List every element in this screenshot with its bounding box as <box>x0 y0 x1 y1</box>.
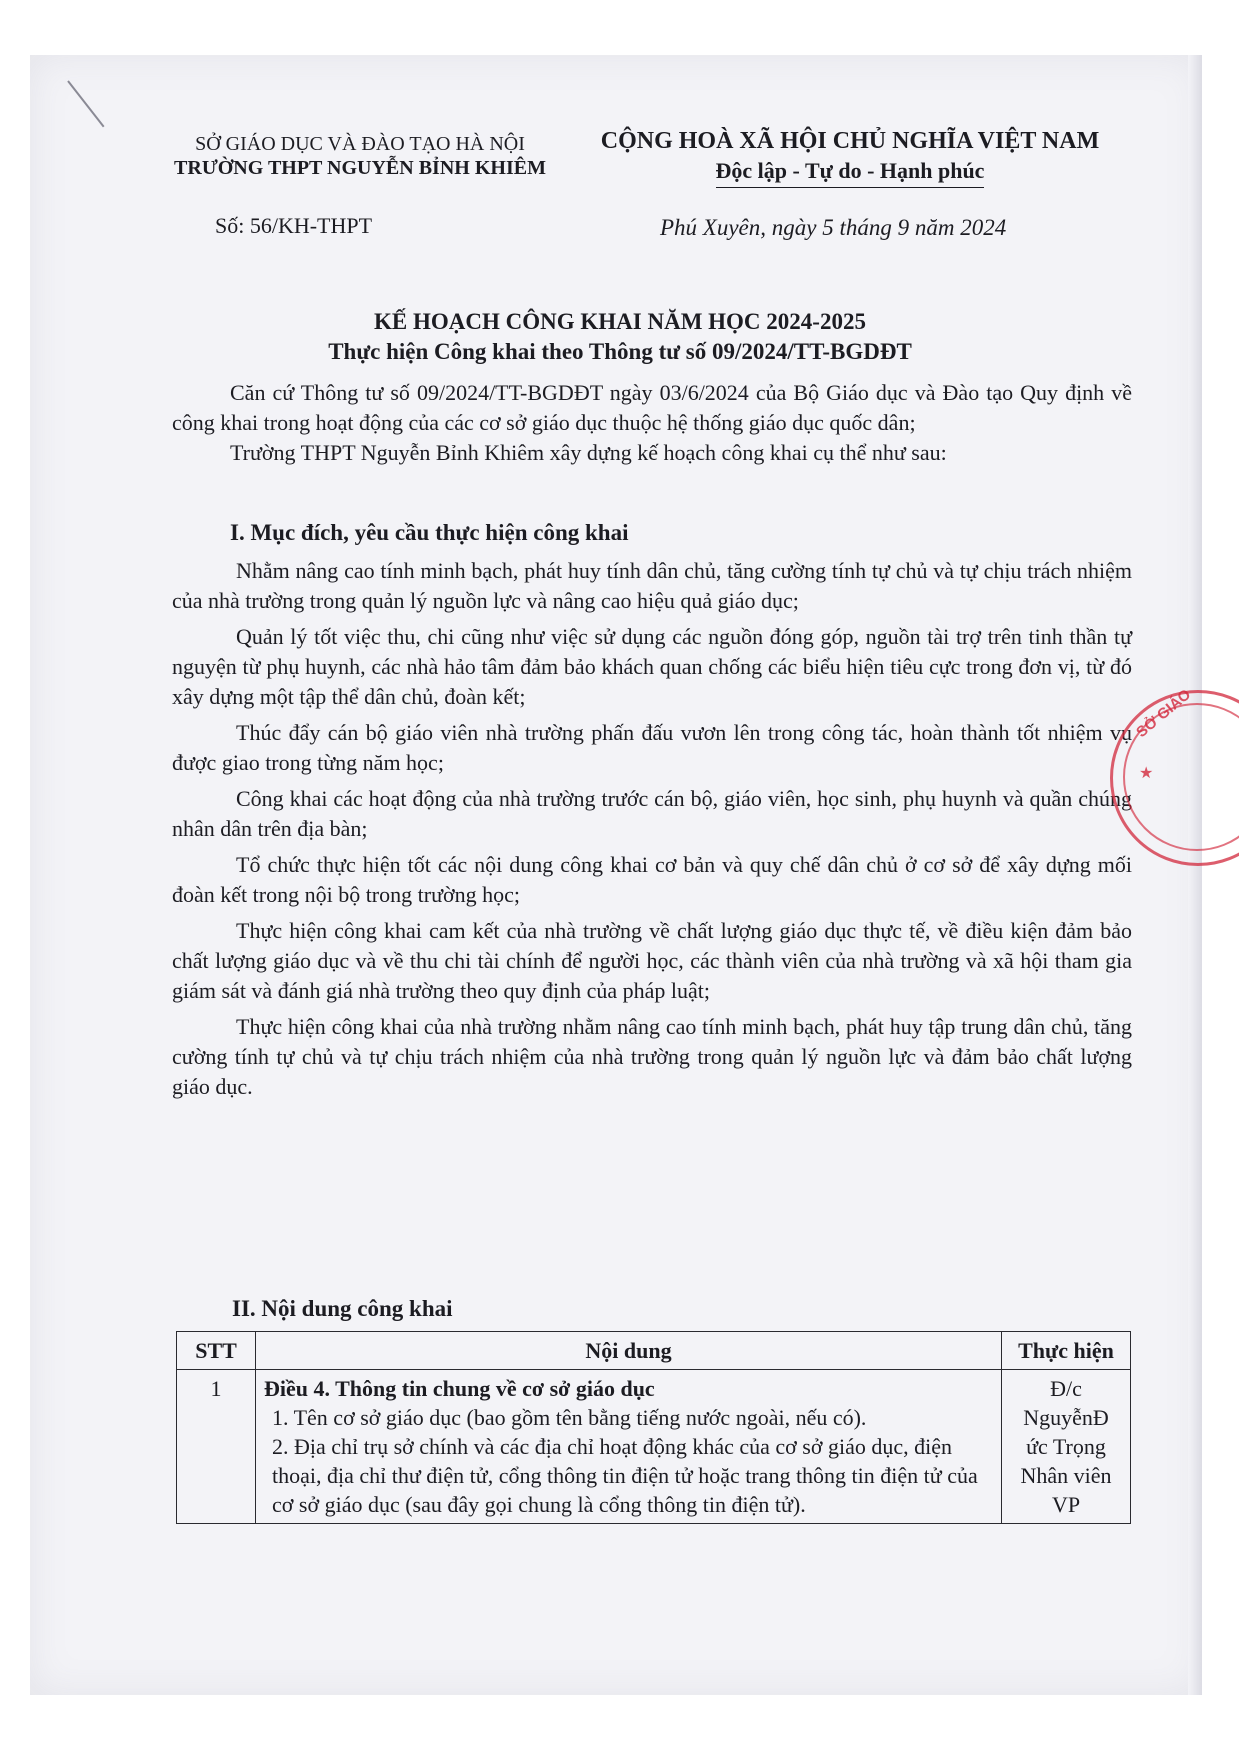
row-stt: 1 <box>177 1370 256 1524</box>
header-implementer: Thực hiện <box>1002 1332 1131 1370</box>
row-item: 1. Tên cơ sở giáo dục (bao gồm tên bằng tiếng nước ngoài, nếu có). <box>272 1405 867 1430</box>
row-article: Điều 4. Thông tin chung về cơ sở giáo dục <box>264 1376 655 1401</box>
document-number: Số: 56/KH-THPT <box>215 213 373 238</box>
nation-motto: Độc lập - Tự do - Hạnh phúc <box>716 157 985 188</box>
section-1 <box>172 518 1132 1102</box>
intro-paragraph: Căn cứ Thông tư số 09/2024/TT-BGDĐT ngày 03/6/2024 của Bộ Giáo dục và Đào tạo Quy định về công khai trong hoạt động của các cơ sở giáo dục thuộc hệ thống giáo dục quốc dân; <box>172 380 1132 435</box>
content-table <box>176 1331 1131 1524</box>
section-2-heading: II. Nội dung công khai <box>232 1296 453 1321</box>
purpose-paragraph: Tổ chức thực hiện tốt các nội dung công khai cơ bản và quy chế dân chủ ở cơ sở để xây dựng mối đoàn kết trong nội bộ trong trường học; <box>172 852 1132 907</box>
row-item: 2. Địa chỉ trụ sở chính và các địa chỉ hoạt động khác của cơ sở giáo dục, điện thoại, địa chỉ thư điện tử, cổng thông tin điện tử hoặc trang thông tin điện tử của cơ sở giáo dục (sau đây gọi chung là cổng thông tin điện tử). <box>272 1434 978 1517</box>
purpose-paragraph: Công khai các hoạt động của nhà trường trước cán bộ, giáo viên, học sinh, phụ huynh và quần chúng nhân dân trên địa bàn; <box>172 786 1132 841</box>
section-1-heading: I. Mục đích, yêu cầu thực hiện công khai <box>230 520 629 545</box>
row-implementer: Đ/c NguyễnĐ ức Trọng Nhân viên VP <box>1002 1370 1131 1524</box>
agency-line-1: SỞ GIÁO DỤC VÀ ĐÀO TẠO HÀ NỘI <box>195 133 525 155</box>
agency-header <box>140 132 580 180</box>
purpose-paragraph: Thúc đẩy cán bộ giáo viên nhà trường phấn đấu vươn lên trong công tác, hoàn thành tốt nhiệm vụ được giao trong từng năm học; <box>172 720 1132 775</box>
place-date: Phú Xuyên, ngày 5 tháng 9 năm 2024 <box>660 215 1007 240</box>
header-stt: STT <box>177 1332 256 1370</box>
page-edge <box>1188 55 1202 1695</box>
purpose-paragraph: Thực hiện công khai cam kết của nhà trường về chất lượng giáo dục thực tế, về điều kiện đảm bảo chất lượng giáo dục và về thu chi tài chính để người học, các thành viên của nhà trường và xã hội tham gia giám sát và đánh giá nhà trường theo quy định của pháp luật; <box>172 918 1132 1003</box>
stamp-text: SỞ GIÁO <box>1133 685 1195 742</box>
header-content: Nội dung <box>256 1332 1002 1370</box>
purpose-paragraph: Nhằm nâng cao tính minh bạch, phát huy tính dân chủ, tăng cường tính tự chủ và tự chịu trách nhiệm của nhà trường trong quản lý nguồn lực và nâng cao hiệu quả giáo dục; <box>172 558 1132 613</box>
intro-block <box>172 378 1132 468</box>
table-header-row <box>177 1332 1131 1370</box>
purpose-paragraph: Quản lý tốt việc thu, chi cũng như việc sử dụng các nguồn đóng góp, nguồn tài trợ trên tinh thần tự nguyện từ phụ huynh, các nhà hảo tâm đảm bảo khách quan chống các biểu hiện tiêu cực trong đơn vị, từ đó xây dựng một tập thể dân chủ, đoàn kết; <box>172 624 1132 709</box>
document-title <box>120 307 1120 367</box>
intro-paragraph: Trường THPT Nguyễn Bỉnh Khiêm xây dựng kế hoạch công khai cụ thể như sau: <box>230 440 947 465</box>
nation-header <box>560 125 1140 188</box>
purpose-paragraph: Thực hiện công khai của nhà trường nhằm nâng cao tính minh bạch, phát huy tập trung dân chủ, tăng cường tính tự chủ và tự chịu trách nhiệm của nhà trường trong quản lý nguồn lực và đảm bảo chất lượng giáo dục. <box>172 1014 1132 1099</box>
agency-line-2: TRƯỜNG THPT NGUYỄN BỈNH KHIÊM <box>174 157 546 179</box>
table-row <box>177 1370 1131 1524</box>
title-sub: Thực hiện Công khai theo Thông tư số 09/2024/TT-BGDĐT <box>328 339 912 364</box>
staple-mark <box>67 80 104 127</box>
row-content <box>256 1370 1002 1524</box>
nation-line-1: CỘNG HOÀ XÃ HỘI CHỦ NGHĨA VIỆT NAM <box>600 128 1100 154</box>
star-icon: ★ <box>1139 765 1154 782</box>
title-main: KẾ HOẠCH CÔNG KHAI NĂM HỌC 2024-2025 <box>374 309 866 334</box>
